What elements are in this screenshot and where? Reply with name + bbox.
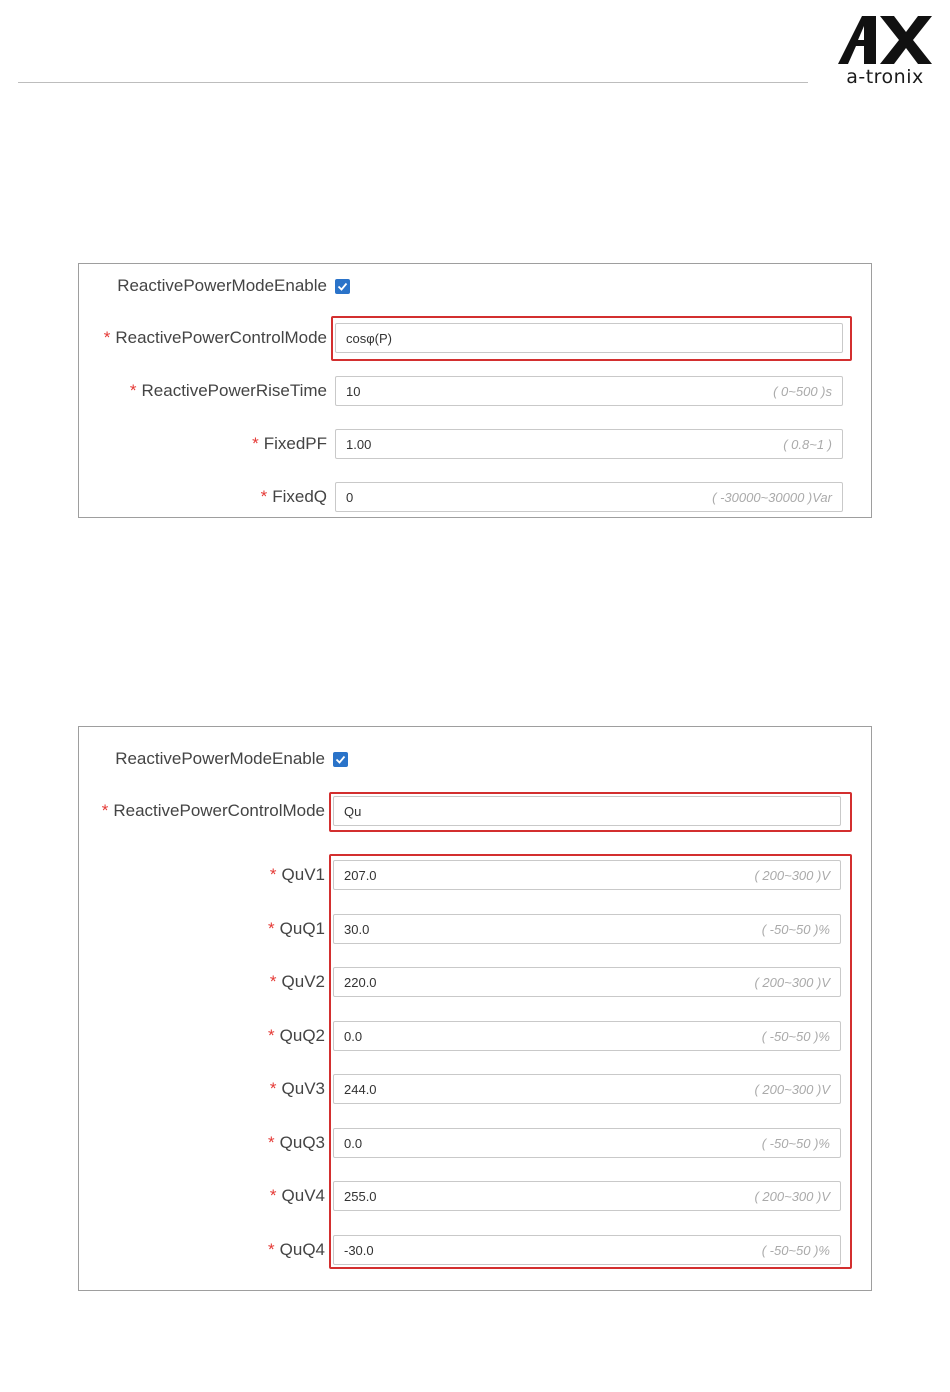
enable-checkbox[interactable] — [335, 279, 350, 294]
field-label: * ReactivePowerRiseTime — [129, 381, 327, 400]
header-divider — [18, 82, 808, 83]
field-range-hint: ( -50~50 )% — [761, 1135, 830, 1151]
field-value: 1.00 — [346, 437, 372, 452]
field-range-hint: ( -50~50 )% — [761, 1028, 830, 1044]
field-range-hint: ( -50~50 )% — [761, 1242, 830, 1258]
field-label: * FixedPF — [252, 434, 327, 453]
field-range-hint: ( 200~300 )V — [754, 868, 830, 883]
control-mode-label: * ReactivePowerControlMode — [103, 328, 327, 347]
field-value: 255.0 — [344, 1189, 377, 1204]
field-value: 244.0 — [344, 1082, 377, 1097]
field-value: 0 — [346, 490, 354, 505]
enable-label: ReactivePowerModeEnable — [117, 276, 327, 295]
field-range-hint: ( 0~500 )s — [773, 384, 832, 399]
field-value: 0.0 — [344, 1028, 363, 1044]
brand-logo — [836, 14, 934, 88]
highlight-box — [331, 316, 852, 361]
fixed-q-input[interactable] — [335, 482, 843, 512]
field-range-hint: ( 200~300 )V — [754, 975, 830, 990]
rise-time-input[interactable] — [335, 376, 843, 406]
field-range-hint: ( -30000~30000 )Var — [712, 490, 832, 505]
field-label: * QuV2 — [269, 972, 325, 991]
field-range-hint: ( 0.8~1 ) — [783, 437, 832, 452]
control-mode-label: * ReactivePowerControlMode — [101, 801, 325, 820]
highlight-box — [329, 792, 852, 832]
field-label: * FixedQ — [260, 487, 327, 506]
field-value: 0.0 — [344, 1135, 363, 1151]
settings-panel-cosphi — [78, 263, 872, 518]
field-row — [79, 481, 871, 513]
enable-row — [79, 743, 871, 775]
field-label: * QuQ1 — [268, 918, 325, 938]
field-value: 207.0 — [344, 868, 377, 883]
field-row — [79, 375, 871, 407]
field-value: 220.0 — [344, 975, 377, 990]
control-mode-value: Qu — [344, 804, 362, 819]
checkmark-icon — [333, 752, 348, 767]
field-range-hint: ( 200~300 )V — [754, 1082, 830, 1097]
brand-wordmark: a-tronix — [846, 66, 924, 88]
enable-label: ReactivePowerModeEnable — [115, 749, 325, 768]
control-mode-value: cosφ(P) — [346, 331, 392, 346]
field-label: * QuQ4 — [268, 1239, 325, 1259]
field-range-hint: ( -50~50 )% — [761, 921, 830, 937]
field-label: * QuQ2 — [268, 1025, 325, 1045]
field-row — [79, 428, 871, 460]
field-label: * QuQ3 — [268, 1132, 325, 1152]
enable-checkbox[interactable] — [333, 752, 348, 767]
field-value: 30.0 — [344, 921, 370, 937]
field-value: -30.0 — [344, 1242, 374, 1258]
settings-panel-qu — [78, 726, 872, 1291]
field-label: * QuV1 — [269, 865, 325, 884]
field-label: * QuV3 — [269, 1079, 325, 1098]
enable-row — [79, 270, 871, 302]
field-label: * QuV4 — [269, 1186, 325, 1205]
field-value: 10 — [346, 384, 361, 399]
field-range-hint: ( 200~300 )V — [754, 1189, 830, 1204]
checkmark-icon — [335, 279, 350, 294]
fixed-pf-input[interactable] — [335, 429, 843, 459]
ax-logo-icon — [836, 14, 934, 66]
highlight-box — [329, 854, 852, 1269]
